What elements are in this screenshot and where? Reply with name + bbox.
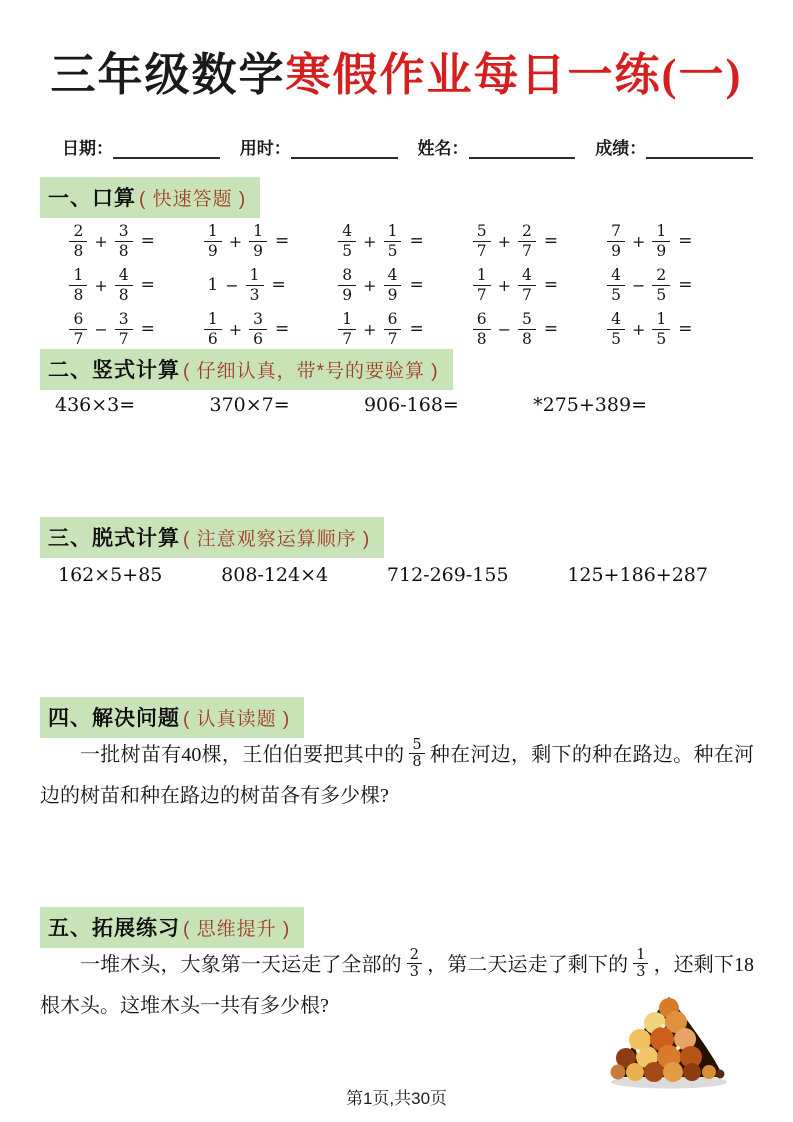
operator-sign: + [631, 319, 646, 339]
date-fill-line[interactable] [113, 139, 220, 159]
fraction-denominator: 8 [118, 241, 129, 260]
fraction-denominator: 8 [412, 753, 422, 770]
fraction [652, 222, 670, 260]
fraction-numerator: 1 [652, 310, 670, 329]
oral-problem [179, 309, 313, 349]
duration-label: 用时： [239, 139, 291, 158]
fraction-denominator: 9 [656, 241, 667, 260]
fraction-numerator: 1 [249, 222, 267, 241]
operator-sign: − [631, 275, 646, 295]
section-1-note: ( 快速答题 ) [139, 189, 247, 210]
equals-sign: = [409, 319, 424, 339]
fraction-denominator: 8 [73, 241, 84, 260]
stepwise-problem: 712-269-155 [386, 564, 509, 586]
fraction [249, 310, 267, 348]
oral-problem [179, 265, 313, 305]
fraction [338, 266, 356, 304]
fraction-denominator: 9 [253, 241, 264, 260]
section-5-title: 五、拓展练习 [48, 917, 180, 940]
fraction-denominator: 8 [476, 329, 487, 348]
info-field-score [595, 134, 753, 159]
page-title [0, 38, 793, 103]
fraction-numerator: 1 [246, 266, 264, 285]
oral-problem [314, 309, 448, 349]
fraction-numerator: 8 [338, 266, 356, 285]
section-1-header [40, 177, 260, 218]
fraction [338, 310, 356, 348]
fraction-denominator: 5 [611, 285, 621, 304]
equals-sign: = [140, 275, 155, 295]
fraction-numerator: 4 [607, 310, 625, 329]
fraction-numerator: 7 [607, 222, 625, 241]
fraction [384, 310, 402, 348]
fraction-numerator: 1 [204, 310, 222, 329]
section-2-note: ( 仔细认真，带*号的要验算 ) [183, 361, 439, 382]
operator-sign: + [363, 319, 377, 339]
section-1-title: 一、口算 [48, 187, 136, 210]
info-field-duration [240, 134, 398, 159]
equals-sign: = [543, 231, 559, 251]
fraction-denominator: 3 [636, 963, 646, 980]
stepwise-problem: 808-124×4 [221, 564, 329, 586]
oral-problem [448, 265, 582, 305]
fraction-numerator: 3 [249, 310, 267, 329]
fraction-denominator: 8 [73, 285, 84, 304]
fraction [473, 310, 491, 348]
operator-sign: + [228, 231, 243, 251]
fraction-numerator: 2 [407, 947, 422, 964]
fraction-denominator: 7 [387, 329, 398, 348]
section-4-title: 四、解决问题 [48, 707, 180, 730]
fraction-denominator: 3 [409, 963, 419, 980]
fraction-denominator: 6 [207, 329, 218, 348]
fraction [246, 266, 264, 304]
fraction-denominator: 7 [73, 329, 84, 348]
section-3-title: 三、脱式计算 [48, 527, 180, 550]
operator-sign: − [94, 319, 108, 339]
vertical-calc-problems [55, 394, 647, 416]
fraction [69, 266, 87, 304]
operator-sign: + [631, 231, 646, 251]
section-4-note: ( 认真读题 ) [183, 709, 291, 730]
score-label: 成绩： [595, 139, 647, 158]
inline-fraction [409, 737, 424, 770]
fraction-denominator: 5 [656, 285, 667, 304]
oral-problem [448, 221, 582, 261]
oral-problem [45, 309, 179, 349]
oral-problems-grid [45, 221, 717, 349]
inline-fraction [633, 947, 648, 980]
operator-sign: + [497, 231, 511, 251]
equals-sign: = [275, 231, 290, 251]
title-homework-part: 寒假作业每日一练(一) [285, 50, 743, 100]
section-2-title: 二、竖式计算 [48, 359, 180, 382]
fraction-denominator: 5 [656, 329, 667, 348]
fraction [607, 310, 625, 348]
operator-sign: + [363, 275, 377, 295]
fraction-numerator: 4 [384, 266, 402, 285]
title-grade-part: 三年级数学 [50, 50, 286, 100]
section-2-header [40, 349, 453, 390]
info-field-name [418, 134, 576, 159]
fraction [607, 266, 625, 304]
fraction-denominator: 7 [521, 241, 532, 260]
info-row [62, 134, 753, 159]
equals-sign: = [140, 231, 155, 251]
date-label: 日期： [62, 139, 113, 158]
name-fill-line[interactable] [469, 139, 576, 159]
section-4-header [40, 697, 304, 738]
operator-sign: + [497, 275, 511, 295]
word-problem-saplings [40, 735, 754, 817]
fraction-numerator: 5 [473, 222, 491, 241]
section-5-note: ( 思维提升 ) [183, 919, 291, 940]
oral-problem [314, 221, 448, 261]
fraction-numerator: 1 [384, 222, 402, 241]
equals-sign: = [409, 231, 424, 251]
stepwise-problem: 162×5+85 [58, 564, 163, 586]
fraction-denominator: 7 [476, 285, 487, 304]
operator-sign: + [94, 275, 108, 295]
fraction [607, 222, 625, 260]
score-fill-line[interactable] [646, 139, 753, 159]
operator-sign: − [225, 275, 239, 295]
fraction-numerator: 1 [204, 222, 222, 241]
fraction-denominator: 8 [521, 329, 532, 348]
fraction-denominator: 9 [387, 285, 398, 304]
fraction-numerator: 1 [69, 266, 87, 285]
vertical-problem: 906-168= [363, 394, 459, 416]
fraction-numerator: 1 [338, 310, 356, 329]
fraction-numerator: 4 [115, 266, 133, 285]
fraction [518, 222, 536, 260]
fraction-denominator: 7 [476, 241, 487, 260]
stepwise-problem: 125+186+287 [567, 564, 708, 586]
fraction-denominator: 5 [611, 329, 621, 348]
section-3-header [40, 517, 384, 558]
fraction-numerator: 1 [652, 222, 670, 241]
fraction-numerator: 6 [384, 310, 402, 329]
oral-problem [583, 265, 717, 305]
fraction [384, 222, 402, 260]
fraction-denominator: 7 [521, 285, 532, 304]
problem-text: 一堆木头，大象第一天运走了全部的 [80, 954, 402, 976]
vertical-problem: 436×3= [55, 394, 136, 416]
problem-text: ，还剩下18根木头。这堆木头一共有多少根? [40, 954, 755, 1017]
operator-sign: + [94, 231, 108, 251]
operator-sign: − [497, 319, 511, 339]
fraction-denominator: 5 [342, 241, 353, 260]
stepwise-calc-problems [58, 564, 708, 586]
info-field-date [62, 134, 220, 159]
oral-problem [314, 265, 448, 305]
fraction-denominator: 8 [118, 285, 129, 304]
oral-problem [448, 309, 582, 349]
operator-sign: + [363, 231, 377, 251]
fraction-numerator: 1 [473, 266, 491, 285]
fraction-denominator: 9 [342, 285, 353, 304]
fraction-denominator: 5 [387, 241, 398, 260]
fraction [518, 266, 536, 304]
fraction-numerator: 2 [69, 222, 87, 241]
fraction-numerator: 4 [518, 266, 536, 285]
equals-sign: = [275, 319, 290, 339]
duration-fill-line[interactable] [291, 139, 398, 159]
fraction-denominator: 3 [249, 285, 260, 304]
fraction-numerator: 1 [633, 947, 648, 964]
section-3-note: ( 注意观察运算顺序 ) [183, 529, 371, 550]
wood-pile-illustration [605, 993, 735, 1093]
fraction [204, 222, 222, 260]
name-label: 姓名： [417, 139, 469, 158]
equals-sign: = [409, 275, 424, 295]
fraction-numerator: 4 [607, 266, 625, 285]
fraction [69, 310, 87, 348]
fraction-numerator: 3 [115, 222, 133, 241]
equals-sign: = [678, 231, 693, 251]
equals-sign: = [678, 319, 693, 339]
fraction-numerator: 6 [473, 310, 491, 329]
fraction [518, 310, 536, 348]
fraction-numerator: 4 [338, 222, 356, 241]
fraction-numerator: 5 [518, 310, 536, 329]
fraction [115, 310, 133, 348]
whole-number: 1 [207, 275, 219, 295]
fraction [115, 222, 133, 260]
fraction-denominator: 6 [253, 329, 264, 348]
oral-problem [179, 221, 313, 261]
equals-sign: = [140, 319, 155, 339]
fraction [69, 222, 87, 260]
fraction [652, 310, 670, 348]
oral-problem [583, 309, 717, 349]
vertical-problem: *275+389= [533, 394, 647, 416]
fraction [204, 310, 222, 348]
problem-text: 一批树苗有40棵，王伯伯要把其中的 [80, 744, 405, 766]
fraction-numerator: 2 [652, 266, 670, 285]
fraction-numerator: 3 [115, 310, 133, 329]
equals-sign: = [678, 275, 693, 295]
equals-sign: = [543, 275, 559, 295]
oral-problem [45, 221, 179, 261]
oral-problem [45, 265, 179, 305]
fraction [384, 266, 402, 304]
equals-sign: = [543, 319, 559, 339]
fraction [473, 222, 491, 260]
oral-problem [583, 221, 717, 261]
operator-sign: + [228, 319, 243, 339]
fraction-denominator: 7 [118, 329, 129, 348]
fraction-denominator: 9 [611, 241, 621, 260]
equals-sign: = [271, 275, 286, 295]
fraction [115, 266, 133, 304]
problem-text: 种在河边，剩下的种在路边。种在河边的树苗和种在路边的树苗各有多少棵? [40, 744, 755, 807]
section-5-header [40, 907, 304, 948]
fraction-denominator: 9 [207, 241, 218, 260]
fraction [473, 266, 491, 304]
vertical-problem: 370×7= [209, 394, 290, 416]
fraction [338, 222, 356, 260]
fraction-denominator: 7 [342, 329, 353, 348]
page-number: 第1页,共30页 [345, 1089, 448, 1108]
inline-fraction [407, 947, 422, 980]
fraction-numerator: 5 [409, 737, 424, 754]
problem-text: ，第二天运走了剩下的 [427, 954, 629, 976]
fraction-numerator: 6 [69, 310, 87, 329]
fraction [652, 266, 670, 304]
fraction-numerator: 2 [518, 222, 536, 241]
fraction [249, 222, 267, 260]
